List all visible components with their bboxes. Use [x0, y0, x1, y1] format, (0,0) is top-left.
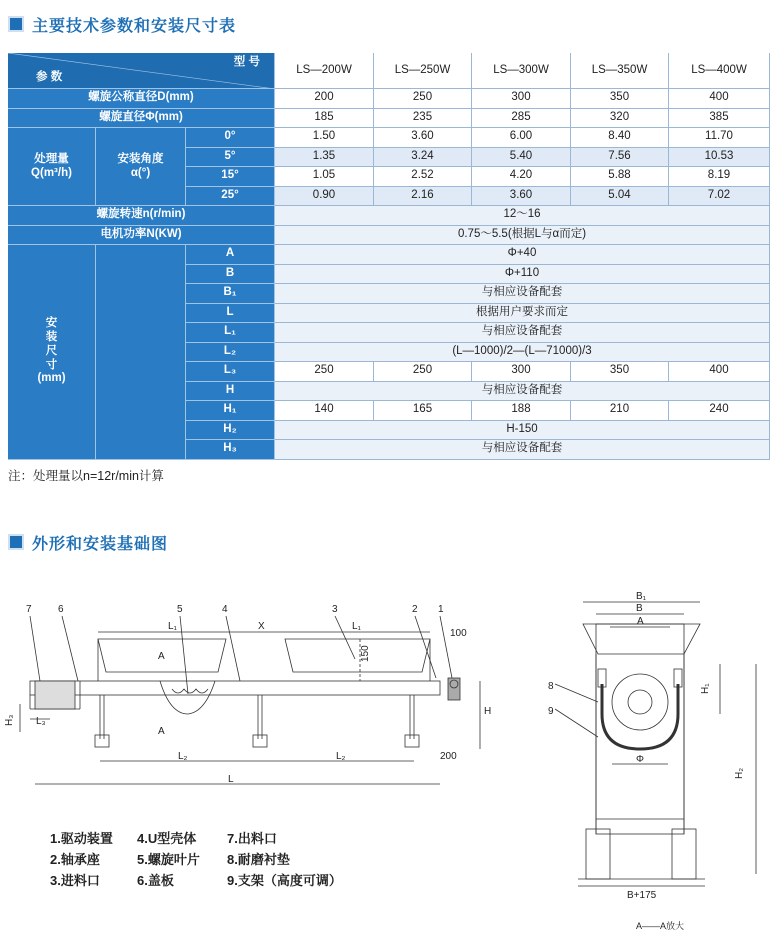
dim-label: 150 — [360, 645, 371, 662]
capacity-cell: 7.56 — [571, 148, 669, 168]
section-mark: A — [158, 726, 165, 737]
angle-value: 0° — [186, 128, 275, 148]
dim-span: 与相应设备配套 — [275, 323, 770, 343]
dim-cell: 300 — [472, 362, 571, 382]
dim-name: A — [186, 245, 275, 265]
model-header: LS—400W — [669, 53, 770, 89]
row-label: 螺旋直径Φ(mm) — [8, 109, 275, 129]
part-number: 8 — [548, 681, 554, 692]
outlet-cover — [35, 681, 75, 709]
dim-label: L₃ — [36, 716, 46, 727]
legend-item: 5.螺旋叶片 — [137, 852, 200, 867]
dim-span: 与相应设备配套 — [275, 440, 770, 460]
dim-label: L₁ — [352, 621, 361, 632]
legend-item: 3.进料口 — [50, 873, 100, 888]
inlet-right — [285, 639, 430, 672]
part-number: 1 — [438, 604, 444, 615]
legend-item: 1.驱动装置 — [50, 831, 113, 846]
legend-item: 4.U型壳体 — [137, 831, 197, 846]
angle-value: 5° — [186, 148, 275, 168]
section-title-text: 主要技术参数和安装尺寸表 — [32, 17, 237, 35]
dim-label: 100 — [450, 628, 467, 639]
dim-label: L — [228, 774, 234, 785]
section-title-params — [8, 12, 236, 36]
section-mark: A — [158, 651, 165, 662]
dim-span: H-150 — [275, 421, 770, 441]
capacity-cell: 1.35 — [275, 148, 374, 168]
model-header: LS—250W — [374, 53, 472, 89]
legend-row — [50, 870, 342, 891]
legend-row — [50, 828, 342, 849]
angle-value: 25° — [186, 187, 275, 207]
power-value: 0.75～5.5(根据L与α而定) — [275, 226, 770, 246]
table-corner-header — [8, 53, 275, 89]
dim-span: (L—1000)/2—(L—71000)/3 — [275, 343, 770, 363]
dim-cell: 250 — [374, 362, 472, 382]
capacity-cell: 8.40 — [571, 128, 669, 148]
section-title-text: 外形和安装基础图 — [32, 535, 169, 553]
capacity-cell: 5.88 — [571, 167, 669, 187]
angle-value: 15° — [186, 167, 275, 187]
capacity-cell: 4.20 — [472, 167, 571, 187]
dim-name: H₁ — [186, 401, 275, 421]
section-view — [555, 602, 756, 886]
dim-cell: 140 — [275, 401, 374, 421]
corner-params-label: 参 数 — [36, 71, 63, 84]
speed-value: 12～16 — [275, 206, 770, 226]
dim-cell: 165 — [374, 401, 472, 421]
table-cell: 235 — [374, 109, 472, 129]
dim-label: H₂ — [734, 767, 745, 779]
dim-cell: 400 — [669, 362, 770, 382]
dim-label: L₂ — [178, 751, 188, 762]
legend-item: 7.出料口 — [227, 831, 277, 846]
power-label: 电机功率N(KW) — [8, 226, 275, 246]
part-number: 6 — [58, 604, 64, 615]
capacity-cell: 1.50 — [275, 128, 374, 148]
dim-cell: 210 — [571, 401, 669, 421]
dim-name: H₃ — [186, 440, 275, 460]
install-spacer — [96, 245, 186, 460]
table-cell: 385 — [669, 109, 770, 129]
legend-row — [50, 849, 342, 870]
table-cell: 200 — [275, 89, 374, 109]
dim-name: H — [186, 382, 275, 402]
square-bullet-icon — [8, 16, 24, 32]
dim-name: L — [186, 304, 275, 324]
legend-item: 8.耐磨衬垫 — [227, 852, 290, 867]
part-number: 7 — [26, 604, 32, 615]
dim-label: B — [636, 603, 643, 614]
dim-label: B+175 — [627, 890, 657, 901]
capacity-cell: 10.53 — [669, 148, 770, 168]
model-header: LS—350W — [571, 53, 669, 89]
legend-item: 9.支架（高度可调） — [227, 873, 342, 888]
dim-cell: 188 — [472, 401, 571, 421]
install-label: 安 装 尺 寸 (mm) — [8, 245, 96, 460]
legend-item: 2.轴承座 — [50, 852, 100, 867]
dim-label: X — [258, 621, 265, 632]
spec-table — [8, 53, 770, 455]
dim-name: B₁ — [186, 284, 275, 304]
dim-label: 200 — [440, 751, 457, 762]
table-cell: 250 — [374, 89, 472, 109]
dim-cell: 350 — [571, 362, 669, 382]
dim-label: A — [637, 616, 644, 627]
part-number: 9 — [548, 706, 554, 717]
capacity-cell: 8.19 — [669, 167, 770, 187]
angle-label: 安装角度 α(°) — [96, 128, 186, 206]
capacity-cell: 3.60 — [374, 128, 472, 148]
corner-model-label: 型 号 — [233, 56, 260, 68]
table-cell: 285 — [472, 109, 571, 129]
capacity-cell: 5.04 — [571, 187, 669, 207]
table-cell: 320 — [571, 109, 669, 129]
dim-span: Φ+40 — [275, 245, 770, 265]
dim-cell: 240 — [669, 401, 770, 421]
dim-label: H — [484, 706, 492, 717]
dim-label: L₁ — [168, 621, 177, 632]
dim-label: B₁ — [636, 591, 647, 602]
capacity-cell: 2.16 — [374, 187, 472, 207]
dim-name: H₂ — [186, 421, 275, 441]
housing-top — [30, 681, 440, 695]
row-label: 螺旋公称直径D(mm) — [8, 89, 275, 109]
dim-label: Φ — [636, 754, 644, 765]
dim-span: Φ+110 — [275, 265, 770, 285]
dim-cell: 250 — [275, 362, 374, 382]
table-cell: 300 — [472, 89, 571, 109]
legend-item: 6.盖板 — [137, 873, 174, 888]
table-cell: 400 — [669, 89, 770, 109]
parts-legend — [50, 828, 342, 891]
capacity-cell: 3.60 — [472, 187, 571, 207]
dim-name: B — [186, 265, 275, 285]
part-number: 4 — [222, 604, 228, 615]
section-caption: A——A放大 — [636, 921, 685, 931]
capacity-cell: 2.52 — [374, 167, 472, 187]
speed-label: 螺旋转速n(r/min) — [8, 206, 275, 226]
table-cell: 185 — [275, 109, 374, 129]
part-number: 3 — [332, 604, 338, 615]
support-legs — [95, 695, 419, 747]
capacity-cell: 7.02 — [669, 187, 770, 207]
dim-name: L₃ — [186, 362, 275, 382]
part-number: 2 — [412, 604, 418, 615]
dim-span: 与相应设备配套 — [275, 284, 770, 304]
capacity-cell: 6.00 — [472, 128, 571, 148]
capacity-cell: 11.70 — [669, 128, 770, 148]
model-header: LS—300W — [472, 53, 571, 89]
dim-label: H₃ — [4, 714, 15, 726]
dim-span: 与相应设备配套 — [275, 382, 770, 402]
table-cell: 350 — [571, 89, 669, 109]
drive-unit — [448, 678, 460, 700]
corner-diagonal — [8, 53, 275, 89]
capacity-label: 处理量 Q(m³/h) — [8, 128, 96, 206]
part-number: 5 — [177, 604, 183, 615]
capacity-cell: 3.24 — [374, 148, 472, 168]
model-header: LS—200W — [275, 53, 374, 89]
dim-label: H₁ — [700, 683, 711, 694]
dim-name: L₁ — [186, 323, 275, 343]
capacity-cell: 1.05 — [275, 167, 374, 187]
dim-span: 根据用户要求而定 — [275, 304, 770, 324]
dim-name: L₂ — [186, 343, 275, 363]
table-note: 注：处理量以n=12r/min计算 — [8, 469, 164, 483]
dim-label: L₂ — [336, 751, 346, 762]
capacity-cell: 0.90 — [275, 187, 374, 207]
capacity-cell: 5.40 — [472, 148, 571, 168]
